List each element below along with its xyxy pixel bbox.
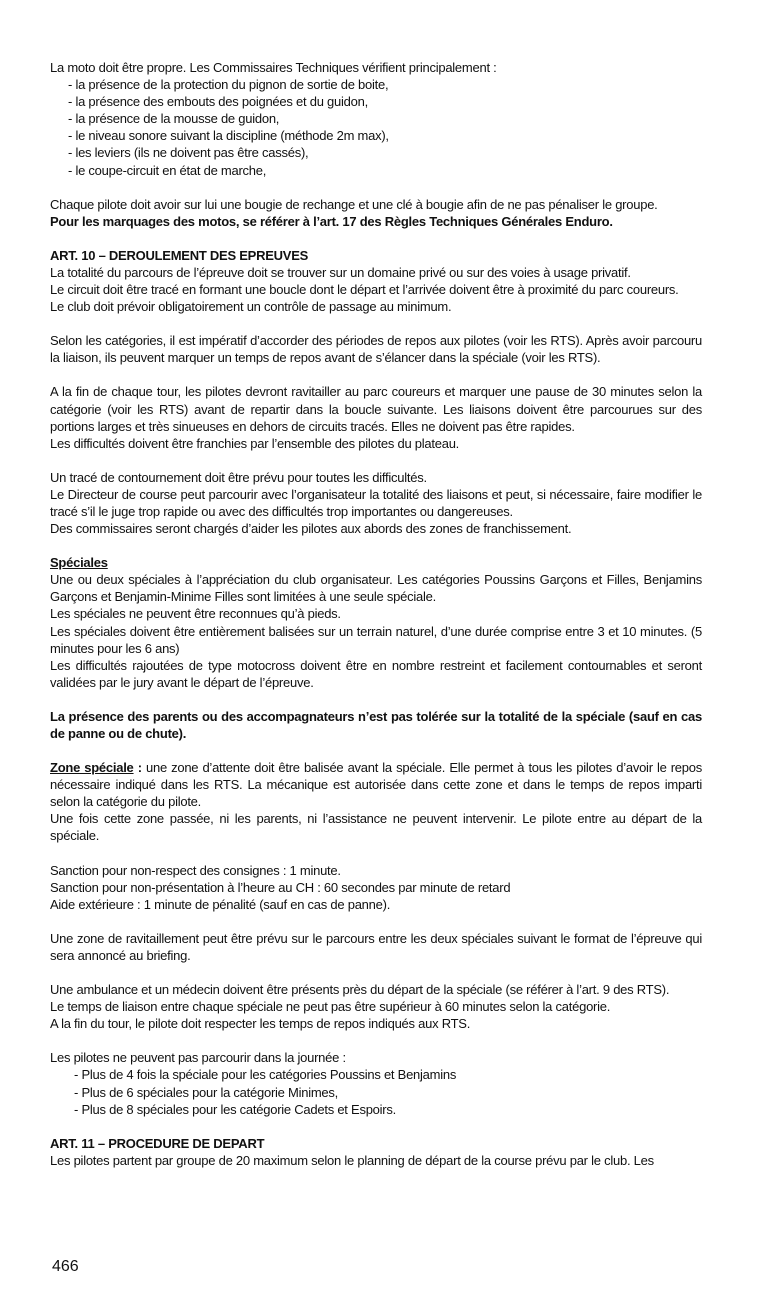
- sanction-line: Sanction pour non-présentation à l’heure au CH : 60 secondes par minute de retard: [50, 879, 511, 895]
- list-item: - la présence de la mousse de guidon,: [68, 111, 280, 127]
- zone-speciale-colon: :: [133, 760, 142, 776]
- marking-reference: Pour les marquages des motos, se référer à l’art. 17 des Règles Techniques Générales Enduro.: [50, 213, 613, 229]
- paragraph: La totalité du parcours de l’épreuve doit se trouver sur un domaine privé ou sur des voies à usage privatif.: [50, 264, 631, 280]
- paragraph: Un tracé de contournement doit être prévu pour toutes les difficultés.: [50, 469, 427, 485]
- zone-speciale-text: une zone d’attente doit être balisée avant la spéciale. Elle permet à tous les pilotes d’avoir le repos nécessaire indiqué dans les RTS. La mécanique est autorisée dans cette zone et dans le temps de repos imparti selon la catégorie du pilote.: [50, 760, 703, 810]
- paragraph: Les difficultés doivent être franchies par l’ensemble des pilotes du plateau.: [50, 435, 460, 451]
- paragraph: Une ou deux spéciales à l’appréciation du club organisateur. Les catégories Poussins Garçons et Filles, Benjamins Garçons et Benjamin-Minime Filles sont limitées à une seule spéciale.: [50, 572, 702, 605]
- list-item: - le coupe-circuit en état de marche,: [68, 162, 267, 178]
- list-item: - Plus de 6 spéciales pour la catégorie Minimes,: [74, 1084, 339, 1100]
- list-item: - le niveau sonore suivant la discipline (méthode 2m max),: [68, 128, 389, 144]
- paragraph: Les pilotes partent par groupe de 20 maximum selon le planning de départ de la course prévu par le club. Les: [50, 1152, 654, 1168]
- daily-limit-list: [50, 1066, 702, 1117]
- paragraph: Les difficultés rajoutées de type motocross doivent être en nombre restreint et facilement contournables et seront validées par le jury avant le départ de l’épreuve.: [50, 657, 702, 690]
- daily-limit-intro: Les pilotes ne peuvent pas parcourir dans la journée :: [50, 1050, 346, 1066]
- page-number: 466: [52, 1258, 79, 1275]
- art11-heading: ART. 11 – PROCEDURE DE DEPART: [50, 1135, 265, 1151]
- paragraph: Une ambulance et un médecin doivent être présents près du départ de la spéciale (se référer à l’art. 9 des RTS).: [50, 982, 670, 998]
- paragraph: Les spéciales ne peuvent être reconnues qu’à pieds.: [50, 606, 341, 622]
- paragraph: Le temps de liaison entre chaque spéciale ne peut pas être supérieur à 60 minutes selon la catégorie.: [50, 999, 611, 1015]
- paragraph: Selon les catégories, il est impératif d’accorder des périodes de repos aux pilotes (voir les RTS). Après avoir parcouru la liaison, ils peuvent marquer un temps de repos avant de s’élancer dans la spéciale (voir les RTS).: [50, 333, 702, 366]
- list-item: - la présence des embouts des poignées et du guidon,: [68, 94, 368, 110]
- sanction-line: Sanction pour non-respect des consignes : 1 minute.: [50, 862, 341, 878]
- paragraph: A la fin de chaque tour, les pilotes devront ravitailler au parc coureurs et marquer une pause de 30 minutes selon la catégorie (voir les RTS) avant de repartir dans la boucle suivante. Les liaisons doivent être parcourues sur des portions larges et très sinueuses en dehors de circuits tracés. Elles ne doivent pas être rapides.: [50, 384, 702, 434]
- zone-speciale-label: Zone spéciale: [50, 760, 134, 776]
- spark-plug-paragraph: Chaque pilote doit avoir sur lui une bougie de rechange et une clé à bougie afin de ne pas pénaliser le groupe.: [50, 196, 658, 212]
- list-item: - les leviers (ils ne doivent pas être cassés),: [68, 145, 309, 161]
- list-item: - Plus de 8 spéciales pour les catégorie Cadets et Espoirs.: [74, 1101, 396, 1117]
- parents-notice: La présence des parents ou des accompagnateurs n’est pas tolérée sur la totalité de la spéciale (sauf en cas de panne ou de chute).: [50, 708, 702, 741]
- list-item: - Plus de 4 fois la spéciale pour les catégories Poussins et Benjamins: [74, 1067, 457, 1083]
- speciales-heading: Spéciales: [50, 555, 108, 571]
- page-body: [50, 59, 702, 1169]
- paragraph: Des commissaires seront chargés d’aider les pilotes aux abords des zones de franchissement.: [50, 521, 572, 537]
- sanction-line: Aide extérieure : 1 minute de pénalité (sauf en cas de panne).: [50, 896, 391, 912]
- paragraph: Une fois cette zone passée, ni les parents, ni l’assistance ne peuvent intervenir. Le pilote entre au départ de la spéciale.: [50, 811, 702, 844]
- list-item: - la présence de la protection du pignon de sortie de boite,: [68, 77, 389, 93]
- paragraph: Le club doit prévoir obligatoirement un contrôle de passage au minimum.: [50, 299, 452, 315]
- technical-check-list: [50, 76, 702, 179]
- paragraph: Une zone de ravitaillement peut être prévu sur le parcours entre les deux spéciales suivant le format de l’épreuve qui sera annoncé au briefing.: [50, 930, 702, 963]
- paragraph: A la fin du tour, le pilote doit respecter les temps de repos indiqués aux RTS.: [50, 1016, 471, 1032]
- paragraph: Le circuit doit être tracé en formant une boucle dont le départ et l’arrivée doivent être à proximité du parc coureurs.: [50, 282, 679, 298]
- technical-check-intro: La moto doit être propre. Les Commissaires Techniques vérifient principalement :: [50, 60, 497, 75]
- art10-heading: ART. 10 – DEROULEMENT DES EPREUVES: [50, 247, 309, 263]
- zone-speciale-paragraph: [50, 759, 702, 810]
- paragraph: Le Directeur de course peut parcourir avec l’organisateur la totalité des liaisons et peut, si nécessaire, faire modifier le tracé s’il le juge trop rapide ou avec des difficultés trop importantes ou dangereuses.: [50, 486, 702, 519]
- paragraph: Les spéciales doivent être entièrement balisées sur un terrain naturel, d’une durée comprise entre 3 et 10 minutes. (5 minutes pour les 6 ans): [50, 623, 702, 656]
